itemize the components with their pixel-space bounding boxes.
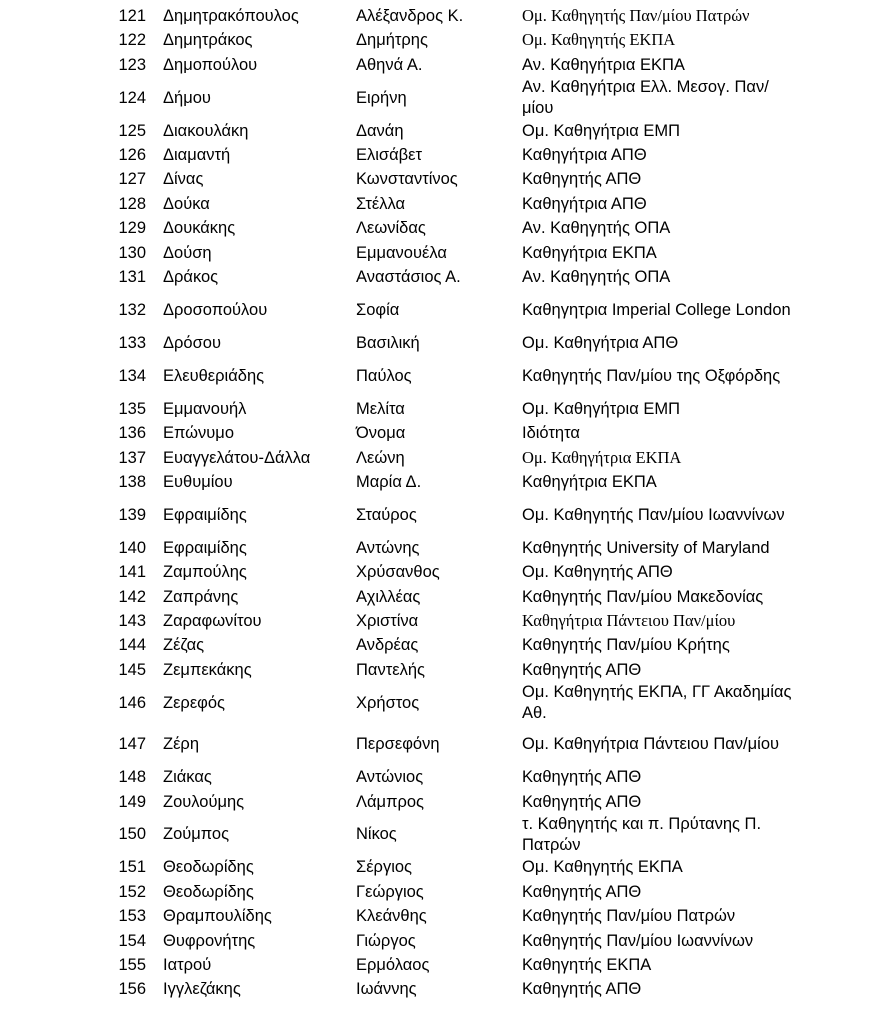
first-name-cell: Χριστίνα <box>356 611 419 630</box>
table-row <box>0 560 880 584</box>
row-number: 144 <box>118 636 146 655</box>
first-name-cell: Ειρήνη <box>356 88 407 107</box>
first-name-cell: Όνομα <box>356 424 406 443</box>
surname-cell: Ζερεφός <box>163 693 226 712</box>
table-row <box>0 724 880 766</box>
title-cell: Ιδιότητα <box>522 424 580 443</box>
title-cell: Ομ. Καθηγήτρια ΑΠΘ <box>522 333 679 352</box>
title-cell: Αν. Καθηγήτρια Ελλ. Μεσογ. Παν/μίου <box>522 78 769 117</box>
title-cell: Καθηγητής ΑΠΘ <box>522 882 642 901</box>
surname-cell: Δούση <box>163 243 212 262</box>
first-name-cell: Κωνσταντίνος <box>356 170 458 189</box>
title-cell: Καθηγητής ΑΠΘ <box>522 768 642 787</box>
first-name-cell: Μελίτα <box>356 399 405 418</box>
surname-cell: Δημητρακόπουλος <box>163 6 299 25</box>
first-name-cell: Σταύρος <box>356 505 417 524</box>
table-row <box>0 265 880 289</box>
row-number: 128 <box>118 194 146 213</box>
first-name-cell: Χρήστος <box>356 693 420 712</box>
first-name-cell: Παύλος <box>356 366 412 385</box>
table-row <box>0 397 880 421</box>
table-row <box>0 953 880 977</box>
first-name-cell: Ερμόλαος <box>356 955 430 974</box>
title-cell: Καθηγητρια Imperial College London <box>522 300 791 319</box>
row-number: 138 <box>118 472 146 491</box>
table-row <box>0 536 880 560</box>
title-cell: Αν. Καθηγήτρια ΕΚΠΑ <box>522 55 685 74</box>
table-row <box>0 977 880 1001</box>
table-row <box>0 446 880 470</box>
table-row <box>0 241 880 265</box>
row-number: 134 <box>118 366 146 385</box>
first-name-cell: Ανδρέας <box>356 636 419 655</box>
surname-cell: Εφραιμίδης <box>163 505 247 524</box>
title-cell: Καθηγήτρια ΑΠΘ <box>522 194 647 213</box>
surname-cell: Ζαραφωνίτου <box>163 611 262 630</box>
row-number: 142 <box>118 587 146 606</box>
title-cell: Καθηγητής ΑΠΘ <box>522 792 642 811</box>
first-name-cell: Σέργιος <box>356 858 412 877</box>
title-cell: Καθηγήτρια ΕΚΠΑ <box>522 472 657 491</box>
surname-cell: Δημητράκος <box>163 31 253 50</box>
row-number: 148 <box>118 768 146 787</box>
row-number: 141 <box>118 563 146 582</box>
surname-cell: Ελευθεριάδης <box>163 366 265 385</box>
title-cell: Αν. Καθηγητής ΟΠΑ <box>522 267 671 286</box>
first-name-cell: Εμμανουέλα <box>356 243 447 262</box>
surname-cell: Διακουλάκη <box>163 121 249 140</box>
table-row <box>0 331 880 355</box>
table-row <box>0 216 880 240</box>
title-cell: Ομ. Καθηγήτρια ΕΜΠ <box>522 399 680 418</box>
surname-cell: Επώνυμο <box>163 424 234 443</box>
first-name-cell: Ελισάβετ <box>356 146 423 164</box>
table-row <box>0 765 880 789</box>
table-row <box>0 585 880 609</box>
title-cell: Ομ. Καθηγητής Παν/μίου Ιωαννίνων <box>522 505 785 524</box>
row-number: 126 <box>118 146 146 164</box>
title-cell: Καθηγητής Παν/μίου Ιωαννίνων <box>522 931 754 950</box>
title-cell: Καθηγητής Παν/μίου Μακεδονίας <box>522 587 764 606</box>
surname-cell: Εφραιμίδης <box>163 538 247 557</box>
table-row <box>0 658 880 682</box>
first-name-cell: Παντελής <box>356 660 425 679</box>
first-name-cell: Αχιλλέας <box>356 587 421 606</box>
table-row <box>0 494 880 536</box>
title-cell: Καθηγητής Παν/μίου της Οξφόρδης <box>522 366 781 385</box>
title-cell: Ομ. Καθηγήτρια ΕΜΠ <box>522 121 680 140</box>
table-row <box>0 4 880 28</box>
table-row <box>0 904 880 928</box>
surname-cell: Ευθυμίου <box>163 472 233 491</box>
table-row <box>0 814 880 856</box>
surname-cell: Δημοπούλου <box>163 55 258 74</box>
surname-cell: Ζιάκας <box>163 768 212 787</box>
first-name-cell: Ιωάννης <box>356 980 417 999</box>
table-row <box>0 929 880 953</box>
title-cell: Ομ. Καθηγήτρια Πάντειου Παν/μίου <box>522 735 780 754</box>
table-row <box>0 77 880 119</box>
table-row <box>0 289 880 331</box>
first-name-cell: Βασιλική <box>356 333 420 352</box>
surname-cell: Δουκάκης <box>163 219 236 238</box>
row-number: 131 <box>118 267 146 286</box>
first-name-cell: Γεώργιος <box>356 882 424 901</box>
row-number: 129 <box>118 219 146 238</box>
surname-cell: Θραμπουλίδης <box>163 907 272 926</box>
table-row <box>0 53 880 77</box>
table-row <box>0 355 880 397</box>
row-number: 146 <box>118 693 146 712</box>
row-number: 127 <box>118 170 146 189</box>
surname-cell: Διαμαντή <box>163 146 231 164</box>
row-number: 136 <box>118 424 146 443</box>
row-number: 155 <box>118 955 146 974</box>
row-number: 143 <box>118 611 146 630</box>
row-number: 132 <box>118 300 146 319</box>
surname-cell: Ζουλούμης <box>163 792 245 811</box>
title-cell: Καθηγητής ΑΠΘ <box>522 660 642 679</box>
surname-cell: Ζέζας <box>163 636 205 655</box>
first-name-cell: Κλεάνθης <box>356 907 427 926</box>
first-name-cell: Λεωνίδας <box>356 219 426 238</box>
table-row <box>0 119 880 143</box>
first-name-cell: Σοφία <box>356 300 400 319</box>
table-row <box>0 421 880 445</box>
surname-cell: Ευαγγελάτου-Δάλλα <box>163 448 311 467</box>
table-row <box>0 470 880 494</box>
surname-cell: Δροσοπούλου <box>163 300 268 319</box>
first-name-cell: Χρύσανθος <box>356 563 440 582</box>
table-row <box>0 855 880 879</box>
title-cell: Ομ. Καθηγητής ΕΚΠΑ <box>522 30 676 50</box>
signatories-table <box>0 4 880 1002</box>
surname-cell: Θεοδωρίδης <box>163 882 254 901</box>
title-cell: Καθηγήτρια Πάντειου Παν/μίου <box>522 610 736 630</box>
title-cell: Ομ. Καθηγητής ΑΠΘ <box>522 563 673 582</box>
row-number: 150 <box>118 825 146 844</box>
row-number: 125 <box>118 121 146 140</box>
row-number: 149 <box>118 792 146 811</box>
table-row <box>0 28 880 52</box>
first-name-cell: Αναστάσιος Α. <box>356 267 461 286</box>
title-cell: Ομ. Καθηγητής ΕΚΠΑ <box>522 858 683 877</box>
row-number: 137 <box>118 448 146 467</box>
first-name-cell: Περσεφόνη <box>356 735 440 754</box>
row-number: 130 <box>118 243 146 262</box>
row-number: 139 <box>118 505 146 524</box>
surname-cell: Δίνας <box>163 170 204 189</box>
row-number: 156 <box>118 980 146 999</box>
surname-cell: Θεοδωρίδης <box>163 858 254 877</box>
row-number: 145 <box>118 660 146 679</box>
title-cell: Καθηγήτρια ΕΚΠΑ <box>522 243 657 262</box>
row-number: 140 <box>118 538 146 557</box>
row-number: 153 <box>118 907 146 926</box>
first-name-cell: Λάμπρος <box>356 792 424 811</box>
surname-cell: Ζαπράνης <box>163 587 239 606</box>
title-cell: Ομ. Καθηγήτρια ΕΚΠΑ <box>522 447 682 467</box>
surname-cell: Ζαμπούλης <box>163 563 247 582</box>
surname-cell: Ζέρη <box>163 735 199 754</box>
surname-cell: Θυφρονήτης <box>163 931 256 950</box>
first-name-cell: Νίκος <box>356 825 397 844</box>
table-row <box>0 682 880 724</box>
table-row <box>0 143 880 167</box>
table-row <box>0 880 880 904</box>
surname-cell: Δούκα <box>163 194 210 213</box>
row-number: 152 <box>118 882 146 901</box>
title-cell: Καθηγητής ΑΠΘ <box>522 980 642 999</box>
row-number: 154 <box>118 931 146 950</box>
surname-cell: Δράκος <box>163 267 219 286</box>
title-cell: Καθηγητής ΕΚΠΑ <box>522 955 652 974</box>
first-name-cell: Αθηνά Α. <box>356 55 423 74</box>
first-name-cell: Δανάη <box>356 121 404 140</box>
first-name-cell: Στέλλα <box>356 194 406 213</box>
row-number: 121 <box>118 6 146 25</box>
first-name-cell: Αντώνης <box>356 538 420 557</box>
surname-cell: Δήμου <box>163 88 211 107</box>
first-name-cell: Αντώνιος <box>356 768 424 787</box>
table-row <box>0 609 880 633</box>
surname-cell: Δρόσου <box>163 333 221 352</box>
surname-cell: Ζεμπεκάκης <box>163 660 252 679</box>
row-number: 135 <box>118 399 146 418</box>
title-cell: τ. Καθηγητής και π. Πρύτανης Π. Πατρών <box>522 815 762 854</box>
table-row <box>0 192 880 216</box>
first-name-cell: Δημήτρης <box>356 31 428 50</box>
title-cell: Καθηγήτρια ΑΠΘ <box>522 146 647 164</box>
title-cell: Ομ. Καθηγητής ΕΚΠΑ, ΓΓ Ακαδημίας Αθ. <box>522 683 792 722</box>
table-row <box>0 167 880 191</box>
surname-cell: Ιατρού <box>163 955 212 974</box>
title-cell: Καθηγητής Παν/μίου Πατρών <box>522 907 736 926</box>
row-number: 124 <box>118 88 146 107</box>
row-number: 122 <box>118 31 146 50</box>
first-name-cell: Γιώργος <box>356 931 416 950</box>
table-row <box>0 633 880 657</box>
row-number: 123 <box>118 55 146 74</box>
table-row <box>0 790 880 814</box>
title-cell: Ομ. Καθηγητής Παν/μίου Πατρών <box>522 5 750 25</box>
title-cell: Καθηγητής Παν/μίου Κρήτης <box>522 636 730 655</box>
surname-cell: Ζούμπος <box>163 825 230 844</box>
title-cell: Καθηγητής University of Maryland <box>522 538 770 557</box>
row-number: 133 <box>118 333 146 352</box>
surname-cell: Εμμανουήλ <box>163 399 247 418</box>
row-number: 147 <box>118 735 146 754</box>
row-number: 151 <box>118 858 146 877</box>
title-cell: Αν. Καθηγητής ΟΠΑ <box>522 219 671 238</box>
first-name-cell: Αλέξανδρος Κ. <box>356 6 464 25</box>
first-name-cell: Μαρία Δ. <box>356 472 422 491</box>
surname-cell: Ιγγλεζάκης <box>163 980 241 999</box>
first-name-cell: Λεώνη <box>356 448 405 467</box>
title-cell: Καθηγητής ΑΠΘ <box>522 170 642 189</box>
